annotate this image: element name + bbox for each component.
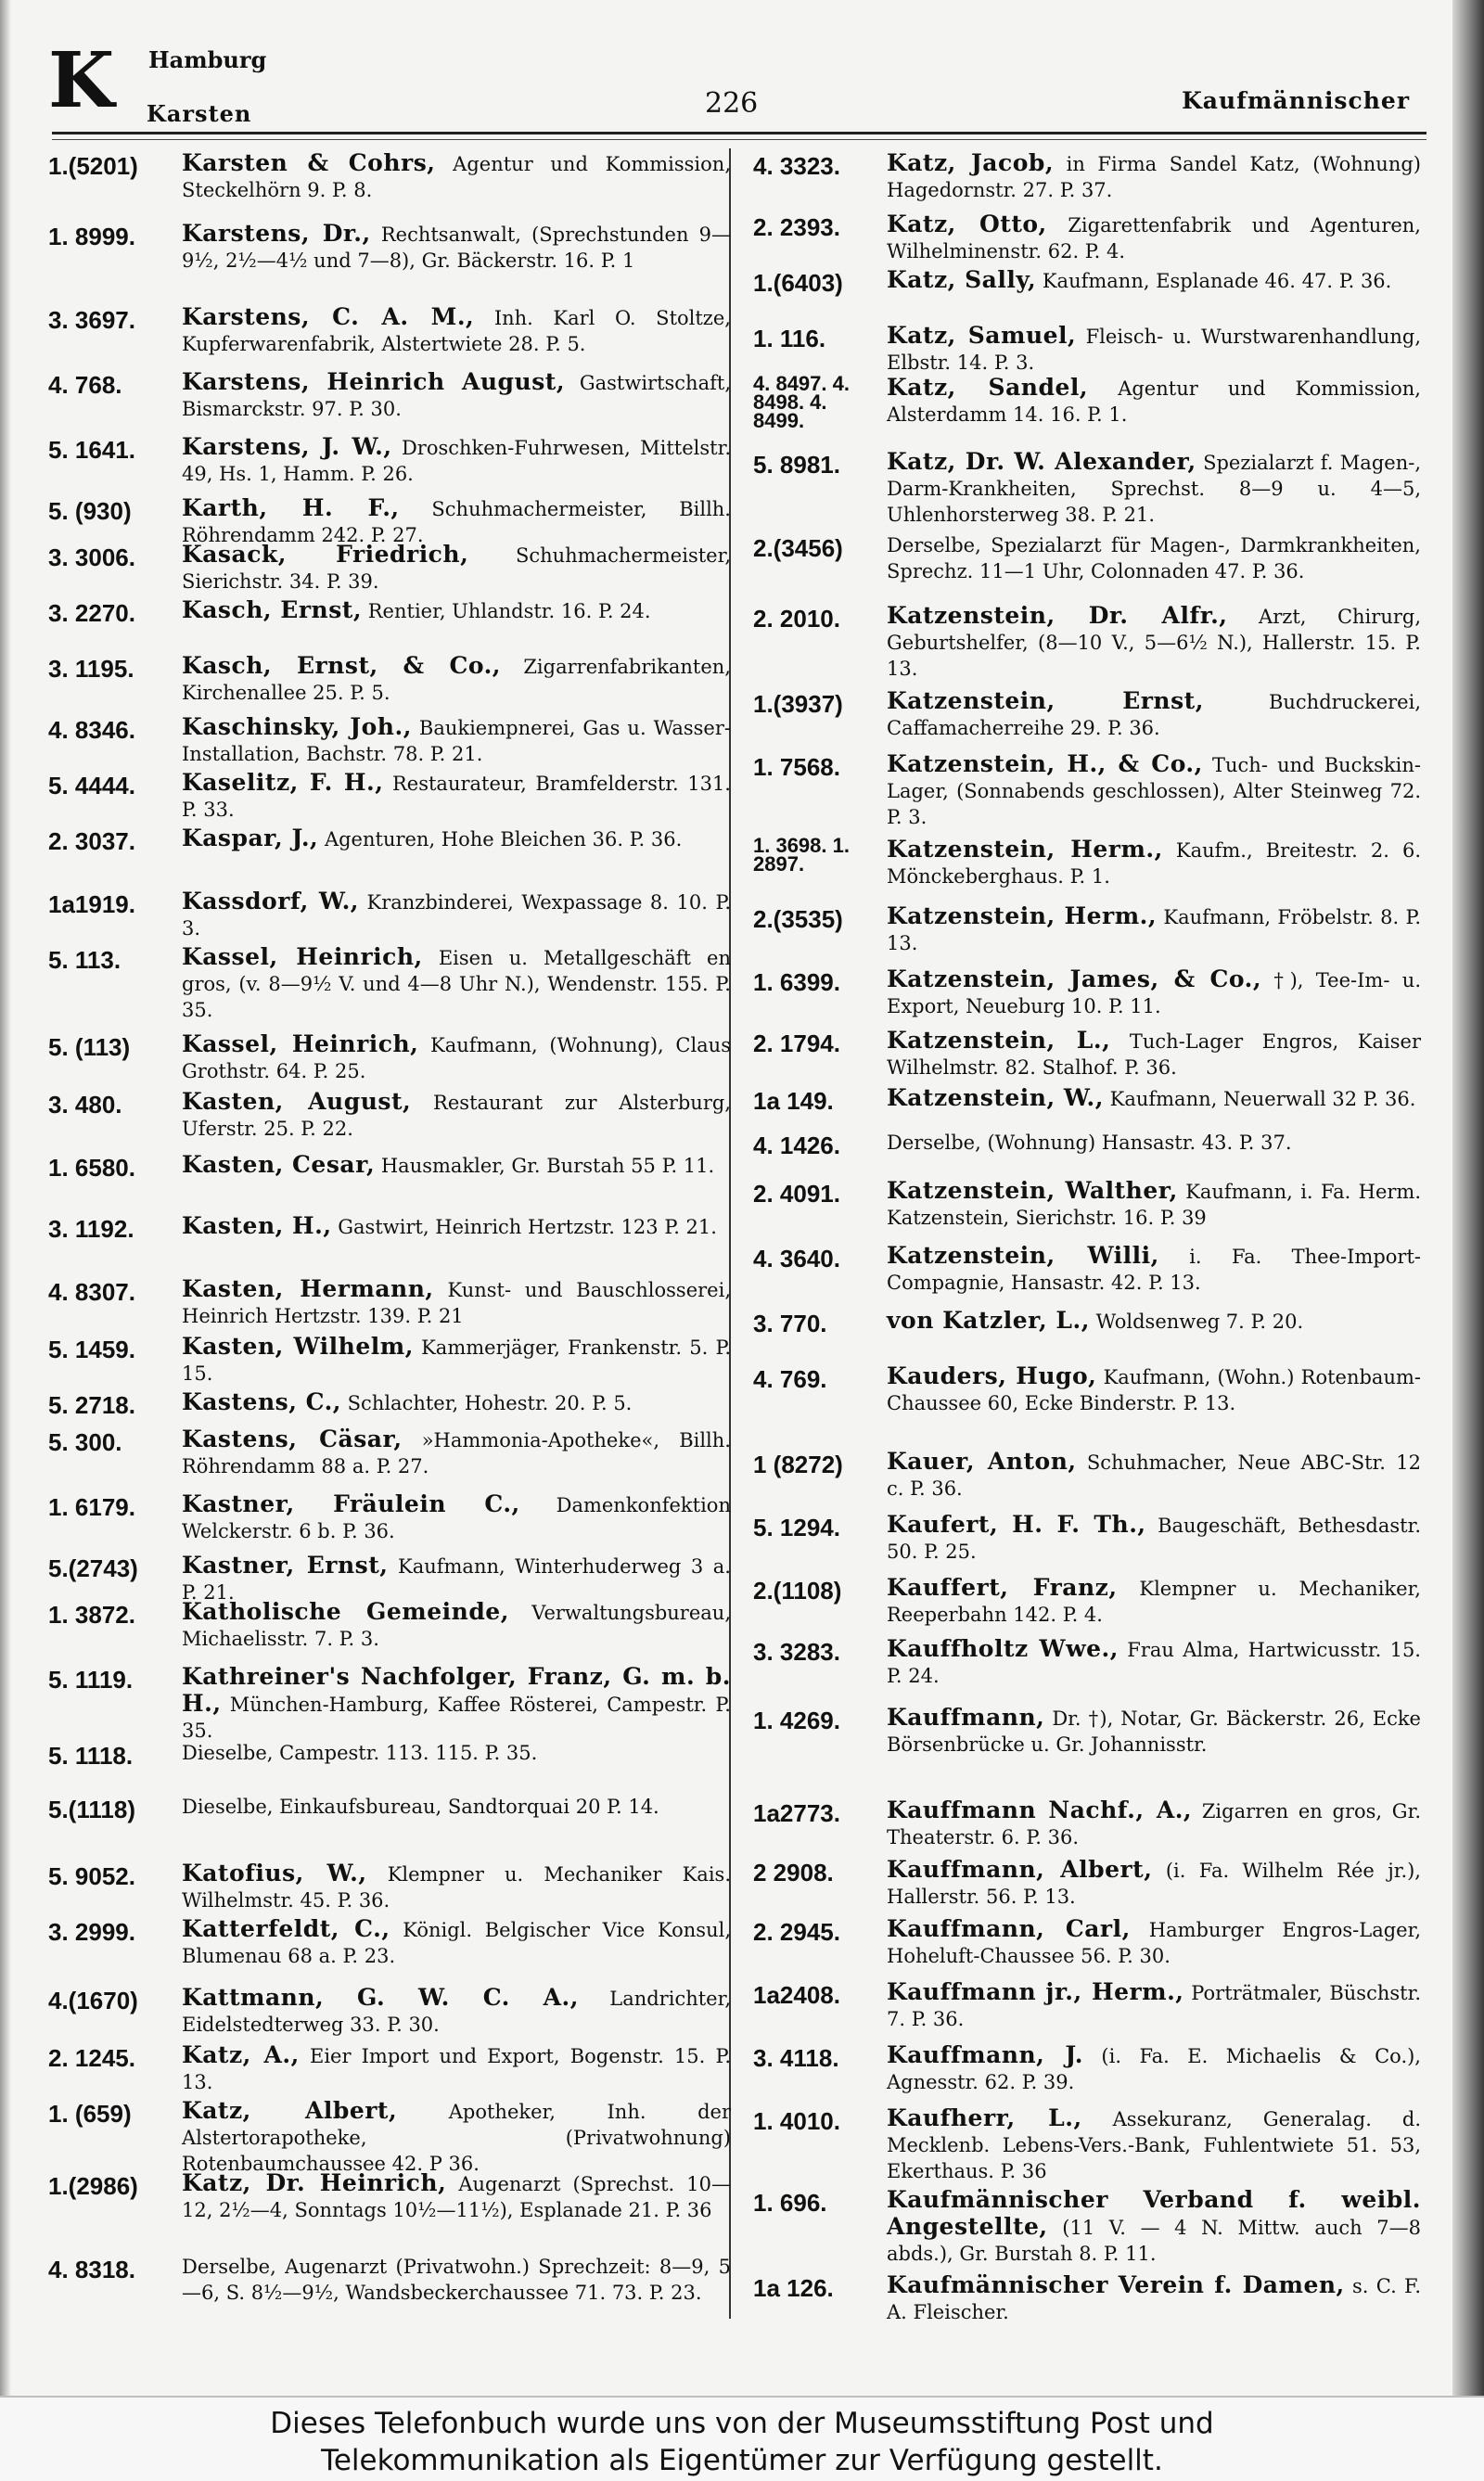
entry-details: Schuhmachermeister, Billh. Röhrendamm 242. P. 27. — [182, 498, 731, 546]
phone-number: 2. 2945. — [753, 1918, 840, 1946]
entry-details: Buchdruckerei, Caffamacherreihe 29. P. 36. — [887, 691, 1421, 739]
subscriber-name: Kauffmann, Albert, — [887, 1856, 1153, 1883]
subscriber-name: Katz, Otto, — [887, 211, 1047, 237]
phone-number: 4. 3323. — [753, 152, 840, 180]
entry-text — [887, 1636, 1421, 1689]
phone-number: 1. 3698. 1. 2897. — [753, 834, 850, 876]
entry-details: Agenturen, Hohe Bleichen 36. P. 36. — [324, 828, 683, 850]
entry-text — [887, 1178, 1421, 1231]
subscriber-name: Kauffmann jr., Herm., — [887, 1978, 1184, 2005]
subscriber-name: Kassdorf, W., — [182, 888, 359, 914]
subscriber-name: Katz, Dr. Heinrich, — [182, 2169, 447, 2196]
phone-number: 2 2908. — [753, 1859, 834, 1886]
subscriber-name: Kassel, Heinrich, — [182, 1030, 419, 1057]
entry-details: Gastwirt, Heinrich Hertzstr. 123 P. 21. — [338, 1216, 717, 1238]
entry-details: Spezialarzt f. Magen-, Darm-Krankheiten, Sprechst. 8—9 u. 4—5, Uhlenhorsterweg 38. P. 21. — [887, 452, 1421, 526]
entry-details: Eier Import und Export, Bogenstr. 15. P. 13. — [182, 2045, 731, 2093]
phone-number: 5. 1294. — [753, 1514, 840, 1541]
phone-number: 1.(6403) — [753, 269, 843, 297]
phone-number: 1a 149. — [753, 1087, 834, 1115]
subscriber-name: Katzenstein, W., — [887, 1084, 1104, 1111]
subscriber-name: Kaufert, H. F. Th., — [887, 1511, 1146, 1538]
entry-details: Hausmakler, Gr. Burstah 55 P. 11. — [380, 1155, 715, 1177]
subscriber-name: Kathreiner's Nachfolger, Franz, G. m. b. H., — [182, 1663, 731, 1717]
phone-number: 1. (659) — [48, 2100, 132, 2128]
entry-text — [182, 1213, 731, 1240]
entry-details: Kammerjäger, Frankenstr. 5. P. 15. — [182, 1336, 731, 1385]
subscriber-name: Kaufmännischer Verein f. Damen, — [887, 2271, 1345, 2298]
entry-text — [182, 434, 731, 487]
entry-details: Kaufmann, i. Fa. Herm. Katzenstein, Sierichstr. 16. P. 39 — [887, 1181, 1421, 1229]
entry-text — [182, 1491, 731, 1544]
entry-text — [887, 1575, 1421, 1628]
entry-details: Eisen u. Metallgeschäft en gros, (v. 8—9½ V. und 4—8 Uhr N.), Wendenstr. 155. P. 35. — [182, 947, 731, 1021]
entry-details: Damenkonfektion Welckerstr. 6 b. P. 36. — [182, 1494, 731, 1542]
entry-details: Frau Alma, Hartwicusstr. 15. P. 24. — [887, 1639, 1421, 1687]
entry-text — [182, 1985, 731, 2038]
subscriber-name: Kasten, H., — [182, 1212, 332, 1239]
phone-number: 5.(2743) — [48, 1554, 138, 1582]
entry-details: Apotheker, Inh. der Alstertorapotheke, (Privatwohnung) Rotenbaumchaussee 42. P 36. — [182, 2101, 731, 2175]
phone-number: 1. 696. — [753, 2189, 827, 2217]
entry-details: Porträtmaler, Büschstr. 7. P. 36. — [887, 1982, 1421, 2030]
entry-text — [887, 1916, 1421, 1969]
subscriber-name: Kauffmann, — [887, 1704, 1045, 1731]
phone-number: 4. 1426. — [753, 1132, 840, 1159]
entry-details: Dr. †), Notar, Gr. Bäckerstr. 26, Ecke Börsenbrücke u. Gr. Johannisstr. — [887, 1707, 1421, 1756]
entry-text — [182, 1916, 731, 1969]
subscriber-name: Kauffmann Nachf., A., — [887, 1797, 1193, 1823]
subscriber-name: Karth, H. F., — [182, 494, 400, 521]
subscriber-name: Katzenstein, Herm., — [887, 902, 1158, 929]
entry-details: Schuhmacher, Neue ABC-Str. 12 c. P. 36. — [887, 1452, 1421, 1500]
subscriber-name: Katholische Gemeinde, — [182, 1598, 509, 1625]
entry-details: Kunst- und Bauschlosserei, Heinrich Hertzstr. 139. P. 21 — [182, 1279, 731, 1327]
entry-details: Hamburger Engros-Lager, Hoheluft-Chaussee 56. P. 30. — [887, 1919, 1421, 1967]
entry-text — [887, 532, 1421, 584]
subscriber-name: Katz, Albert, — [182, 2097, 398, 2124]
entry-details: Kaufmann, Esplanade 46. 47. P. 36. — [1042, 270, 1392, 292]
phone-number: 5. 4444. — [48, 772, 135, 799]
phone-number: 5. 1459. — [48, 1336, 135, 1363]
phone-number: 3. 4118. — [753, 2044, 839, 2072]
entry-text — [887, 603, 1421, 682]
entry-text — [182, 1152, 731, 1179]
entry-text — [182, 2098, 731, 2177]
subscriber-name: Kasch, Ernst, — [182, 596, 363, 623]
header-rule — [52, 132, 1426, 134]
phone-number: 2.(3535) — [753, 905, 843, 933]
phone-number: 5. 300. — [48, 1428, 122, 1456]
entry-details: Fleisch- u. Wurstwarenhandlung, Elbstr. 14. P. 3. — [887, 326, 1421, 374]
phone-number: 2.(3456) — [753, 534, 843, 562]
phone-number: 2. 2010. — [753, 605, 840, 633]
entry-details: »Hammonia-Apotheke«, Billh. Röhrendamm 88 a. P. 27. — [182, 1429, 731, 1477]
phone-number: 2. 2393. — [753, 213, 840, 241]
subscriber-name: Katz, Sally, — [887, 266, 1037, 293]
phone-number: 4.(1670) — [48, 1987, 138, 2014]
phone-number: 1a2408. — [753, 1981, 840, 2009]
entry-text — [182, 770, 731, 823]
entry-text — [887, 1085, 1421, 1112]
subscriber-name: Katzenstein, Walther, — [887, 1177, 1178, 1204]
subscriber-name: Katzenstein, L., — [887, 1027, 1111, 1054]
phone-number: 3. 1195. — [48, 655, 134, 683]
subscriber-name: Kassel, Heinrich, — [182, 943, 423, 970]
entry-text — [887, 1449, 1421, 1502]
entry-text — [182, 653, 731, 706]
subscriber-name: Kastner, Ernst, — [182, 1552, 389, 1579]
phone-number: 3. 2270. — [48, 599, 135, 627]
entry-details: (11 V. — 4 N. Mittw. auch 7—8 abds.), Gr. Burstah 8. P. 11. — [887, 2217, 1422, 2265]
phone-number: 1a1919. — [48, 890, 135, 918]
subscriber-name: Katzenstein, Herm., — [887, 836, 1163, 863]
entry-text — [887, 150, 1421, 203]
subscriber-name: Kauders, Hugo, — [887, 1362, 1097, 1389]
phone-number: 5. 1119. — [48, 1666, 134, 1694]
entry-text — [887, 903, 1421, 956]
phone-number: 5. 1118. — [48, 1742, 134, 1770]
subscriber-name: Karstens, J. W., — [182, 433, 392, 460]
phone-number: 1. 116. — [753, 325, 826, 352]
entry-text — [887, 837, 1421, 889]
subscriber-name: Katz, A., — [182, 2041, 300, 2068]
entry-text — [182, 1276, 731, 1329]
entry-details: Woldsenweg 7. P. 20. — [1095, 1311, 1304, 1333]
entry-details: Dieselbe, Einkaufsbureau, Sandtorquai 20 P. 14. — [182, 1796, 659, 1818]
phone-number: 5. 2718. — [48, 1391, 135, 1419]
phone-number: 1.(2986) — [48, 2172, 138, 2200]
phone-number: 4. 8346. — [48, 716, 135, 744]
entry-details: Schuhmachermeister, Sierichstr. 34. P. 39. — [182, 544, 731, 593]
phone-number: 4. 8318. — [48, 2256, 135, 2283]
entry-text — [182, 2170, 731, 2223]
entry-text — [887, 751, 1421, 830]
entry-text — [887, 1512, 1421, 1565]
entry-details: Landrichter, Eidelstedterweg 33. P. 30. — [182, 1988, 731, 2036]
subscriber-name: Karsten & Cohrs, — [182, 149, 436, 176]
phone-number: 5. (113) — [48, 1033, 131, 1061]
subscriber-name: Kaschinsky, Joh., — [182, 713, 412, 740]
subscriber-name: Katterfeldt, C., — [182, 1915, 390, 1942]
subscriber-name: Katz, Dr. W. Alexander, — [887, 448, 1196, 475]
footer-line-1: Dieses Telefonbuch wurde uns von der Museumsstiftung Post und — [270, 2407, 1214, 2440]
entry-text — [182, 2254, 731, 2306]
entry-text — [887, 1308, 1421, 1335]
entry-details: i. Fa. Thee-Import-Compagnie, Hansastr. 42. P. 13. — [887, 1246, 1421, 1294]
entry-details: Kranzbinderei, Wexpassage 8. 10. P. 3. — [182, 891, 731, 940]
page-number: 226 — [705, 87, 759, 120]
entry-text — [182, 221, 731, 274]
entry-details: Tuch-Lager Engros, Kaiser Wilhelmstr. 82. Stalhof. P. 36. — [887, 1030, 1421, 1079]
entry-details: Kaufm., Breitestr. 2. 6. Mönckeberghaus. P. 1. — [887, 839, 1421, 888]
entry-text — [182, 1599, 731, 1652]
entry-text — [887, 2272, 1421, 2325]
phone-number: 5. 8981. — [753, 451, 840, 479]
entry-text — [182, 889, 731, 941]
phone-number: 4. 3640. — [753, 1245, 840, 1272]
entry-text — [887, 688, 1421, 741]
entry-text — [182, 369, 731, 422]
subscriber-name: Katzenstein, Willi, — [887, 1242, 1159, 1269]
entry-text — [182, 825, 731, 852]
entry-text — [887, 2187, 1421, 2267]
footer-banner — [0, 2396, 1484, 2481]
entry-details: Baukiempnerei, Gas u. Wasser-Installation, Bachstr. 78. P. 21. — [182, 717, 731, 765]
entry-text — [887, 1979, 1421, 2032]
entry-text — [182, 1089, 731, 1142]
subscriber-name: Kauer, Anton, — [887, 1448, 1077, 1475]
subscriber-name: Kasack, Friedrich, — [182, 541, 469, 568]
phone-number: 2. 1794. — [753, 1029, 840, 1057]
phone-number: 1. 3872. — [48, 1601, 135, 1629]
phone-number: 1. 6179. — [48, 1493, 135, 1521]
subscriber-name: Katzenstein, Ernst, — [887, 687, 1204, 714]
phone-number: 3. 2999. — [48, 1918, 135, 1946]
entry-details: Baugeschäft, Bethesdastr. 50. P. 25. — [887, 1515, 1421, 1563]
entry-details: (i. Fa. Wilhelm Rée jr.), Hallerstr. 56. P. 13. — [887, 1860, 1421, 1908]
entry-details: Königl. Belgischer Vice Konsul, Blumenau 68 a. P. 23. — [182, 1919, 731, 1967]
entry-text — [182, 150, 731, 203]
entry-details: Arzt, Chirurg, Geburtshelfer, (8—10 V., 5—6½ N.), Hallerstr. 15. P. 13. — [887, 606, 1421, 680]
phone-number: 1. 6399. — [753, 968, 840, 996]
phone-number: 3. 3283. — [753, 1638, 840, 1666]
entry-text — [182, 944, 731, 1023]
entry-text — [887, 323, 1421, 376]
phone-number: 1.(3937) — [753, 690, 843, 718]
entry-details: Derselbe, (Wohnung) Hansastr. 43. P. 37. — [887, 1132, 1292, 1154]
entry-details: Kaufmann, Neuerwall 32 P. 36. — [1109, 1088, 1416, 1110]
entry-details: Inh. Karl O. Stoltze, Kupferwarenfabrik, Alstertwiete 28. P. 5. — [182, 307, 731, 355]
header-right-heading: Kaufmännischer — [1182, 87, 1410, 114]
phone-number: 3. 1192. — [48, 1215, 134, 1243]
subscriber-name: Katofius, W., — [182, 1860, 367, 1886]
subscriber-name: Kauffmann, J. — [887, 2041, 1083, 2068]
subscriber-name: Katz, Samuel, — [887, 322, 1077, 349]
subscriber-name: Kastens, C., — [182, 1388, 341, 1415]
phone-number: 1. 8999. — [48, 223, 135, 250]
subscriber-name: Kasten, Hermann, — [182, 1275, 434, 1302]
phone-number: 1a 126. — [753, 2274, 834, 2302]
phone-number: 2.(1108) — [753, 1577, 842, 1605]
subscriber-name: Karstens, C. A. M., — [182, 303, 475, 330]
entry-details: Droschken-Fuhrwesen, Mittelstr. 49, Hs. 1, Hamm. P. 26. — [182, 437, 731, 485]
phone-number: 3. 770. — [753, 1310, 827, 1337]
entry-text — [887, 1797, 1421, 1850]
entry-text — [182, 1861, 731, 1913]
subscriber-name: Kasch, Ernst, & Co., — [182, 652, 502, 679]
phone-number: 3. 480. — [48, 1091, 122, 1119]
subscriber-name: Katzenstein, James, & Co., — [887, 966, 1262, 992]
subscriber-name: Kasten, Cesar, — [182, 1151, 376, 1178]
phone-number: 4. 769. — [753, 1365, 827, 1393]
entry-text — [182, 304, 731, 357]
entry-details: Klempner u. Mechaniker Kais. Wilhelmstr. 45. P. 36. — [182, 1863, 731, 1912]
phone-number: 1. 6580. — [48, 1154, 135, 1182]
subscriber-name: Katzenstein, Dr. Alfr., — [887, 602, 1228, 629]
subscriber-name: Katz, Sandel, — [887, 374, 1089, 401]
entry-details: Kaufmann, Fröbelstr. 8. P. 13. — [887, 906, 1421, 954]
entry-details: s. C. F. A. Fleischer. — [887, 2275, 1421, 2323]
section-letter: K — [48, 36, 115, 125]
entry-text — [182, 1664, 731, 1744]
entry-details: Dieselbe, Campestr. 113. 115. P. 35. — [182, 1742, 538, 1764]
subscriber-name: Kaufherr, L., — [887, 2104, 1082, 2131]
subscriber-name: Karstens, Heinrich August, — [182, 368, 566, 395]
entry-text — [182, 1389, 731, 1416]
phone-number: 3. 3697. — [48, 306, 135, 334]
phone-number: 2. 4091. — [753, 1180, 840, 1208]
entry-text — [182, 1426, 731, 1479]
entry-details: Tuch- und Buckskin-Lager, (Sonnabends geschlossen), Alter Steinweg 72. P. 3. — [887, 754, 1421, 828]
entry-details: in Firma Sandel Katz, (Wohnung) Hagedornstr. 27. P. 37. — [887, 153, 1421, 201]
entry-details: Derselbe, Augenarzt (Privatwohn.) Sprechzeit: 8—9, 5—6, S. 8½—9½, Wandsbeckerchaussee 71. 73. P. 23. — [182, 2256, 731, 2304]
entry-details: Klempner u. Mechaniker, Reeperbahn 142. P. 4. — [887, 1578, 1421, 1626]
entry-text — [182, 542, 731, 595]
phone-number: 1. 4269. — [753, 1707, 840, 1734]
phone-number: 1. 4010. — [753, 2107, 840, 2135]
entry-details: Rentier, Uhlandstr. 16. P. 24. — [367, 600, 651, 622]
subscriber-name: Kaufmännischer Verband f. weibl. Angestellte, — [887, 2186, 1421, 2240]
entry-details: Zigarettenfabrik und Agenturen, Wilhelminenstr. 62. P. 4. — [887, 214, 1421, 262]
entry-text — [182, 714, 731, 767]
entry-text — [182, 1794, 731, 1820]
phone-number: 3. 3006. — [48, 544, 135, 571]
entry-text — [887, 211, 1421, 264]
subscriber-name: Kauffert, Franz, — [887, 1574, 1118, 1601]
subscriber-name: Kastner, Fräulein C., — [182, 1490, 520, 1517]
entry-details: Augenarzt (Sprechst. 10—12, 2½—4, Sonntags 10½—11½), Esplanade 21. P. 36 — [182, 2173, 731, 2221]
entry-details: Restaurateur, Bramfelderstr. 131. P. 33. — [182, 773, 731, 821]
entry-text — [182, 1031, 731, 1084]
entry-details: Derselbe, Spezialarzt für Magen-, Darmkrankheiten, Sprechz. 11—1 Uhr, Colonnaden 47. P. 36. — [887, 534, 1421, 582]
subscriber-name: Kattmann, G. W. C. A., — [182, 1984, 579, 2011]
entry-details: Zigarren en gros, Gr. Theaterstr. 6. P. 36. — [887, 1800, 1421, 1848]
footer-line-2: Telekommunikation als Eigentümer zur Verfügung gestellt. — [321, 2444, 1163, 2477]
entry-details: Gastwirtschaft, Bismarckstr. 97. P. 30. — [182, 372, 731, 420]
phone-number: 1.(5201) — [48, 152, 138, 180]
header-rule-thin — [52, 139, 1426, 140]
entry-text — [887, 2042, 1421, 2095]
subscriber-name: Kasten, August, — [182, 1088, 412, 1115]
entry-details: (i. Fa. E. Michaelis & Co.), Agnesstr. 62. P. 39. — [887, 2045, 1421, 2093]
entry-text — [182, 1740, 731, 1766]
entry-text — [887, 1363, 1421, 1416]
phone-number: 5. 9052. — [48, 1862, 135, 1890]
subscriber-name: Kaselitz, F. H., — [182, 769, 384, 796]
phone-number: 4. 8497. 4. 8498. 4. 8499. — [753, 372, 850, 432]
phone-number: 1. 7568. — [753, 753, 840, 781]
entry-text — [887, 1130, 1421, 1156]
entry-details: Kaufmann, (Wohn.) Rotenbaum-Chaussee 60, Ecke Binderstr. P. 13. — [887, 1366, 1421, 1414]
subscriber-name: Katzenstein, H., & Co., — [887, 750, 1203, 777]
entry-text — [887, 1705, 1421, 1758]
phone-number: 2. 3037. — [48, 827, 135, 855]
subscriber-name: Katz, Jacob, — [887, 149, 1055, 176]
entry-text — [887, 267, 1421, 294]
subscriber-name: Kaspar, J., — [182, 825, 319, 851]
entry-text — [182, 597, 731, 624]
phone-number: 4. 8307. — [48, 1278, 135, 1306]
subscriber-name: Kastens, Cäsar, — [182, 1426, 403, 1452]
entry-details: Assekuranz, Generalag. d. Mecklenb. Lebens-Vers.-Bank, Fuhlentwiete 51. 53, Ekerthaus. P. 36 — [887, 2108, 1421, 2182]
entry-text — [182, 1334, 731, 1387]
page-left-edge — [0, 0, 11, 2396]
phone-number: 5.(1118) — [48, 1796, 135, 1823]
entry-text — [182, 2042, 731, 2095]
header-city: Hamburg — [148, 46, 267, 73]
entry-details: Schlachter, Hohestr. 20. P. 5. — [347, 1392, 633, 1414]
phone-number: 1 (8272) — [753, 1451, 843, 1478]
entry-text — [887, 1243, 1421, 1296]
header-range: Karsten — [147, 100, 252, 127]
entry-details: †), Tee-Im- u. Export, Neueburg 10. P. 11. — [887, 969, 1421, 1017]
phone-number: 5. (930) — [48, 497, 132, 525]
subscriber-name: Karstens, Dr., — [182, 220, 371, 247]
entry-details: Kaufmann, Winterhuderweg 3 a. P. 21. — [182, 1555, 731, 1604]
entry-text — [887, 1028, 1421, 1081]
entry-details: Rechtsanwalt, (Sprechstunden 9—9½, 2½—4½ und 7—8), Gr. Bäckerstr. 16. P. 1 — [182, 224, 731, 272]
entry-details: München-Hamburg, Kaffee Rösterei, Campestr. P. 35. — [182, 1694, 731, 1742]
entry-details: Verwaltungsbureau, Michaelisstr. 7. P. 3. — [182, 1602, 731, 1650]
entry-text — [887, 2105, 1421, 2184]
entry-details: Agentur und Kommission, Alsterdamm 14. 16. P. 1. — [887, 377, 1421, 426]
phone-number: 1a2773. — [753, 1799, 840, 1827]
subscriber-name: von Katzler, L., — [887, 1307, 1090, 1334]
entry-text — [887, 1857, 1421, 1910]
entry-details: Restaurant zur Alsterburg, Uferstr. 25. P. 22. — [182, 1092, 731, 1140]
entry-details: Kaufmann, (Wohnung), Claus Grothstr. 64. P. 25. — [182, 1034, 731, 1082]
entry-text — [887, 449, 1421, 528]
entry-details: Zigarrenfabrikanten, Kirchenallee 25. P. 5. — [182, 656, 731, 704]
phone-number: 2. 1245. — [48, 2044, 135, 2072]
subscriber-name: Kasten, Wilhelm, — [182, 1333, 414, 1360]
phone-number: 4. 768. — [48, 371, 122, 399]
phone-number: 5. 1641. — [48, 436, 135, 464]
subscriber-name: Kauffmann, Carl, — [887, 1915, 1131, 1942]
subscriber-name: Kauffholtz Wwe., — [887, 1635, 1119, 1662]
phone-number: 5. 113. — [48, 946, 122, 974]
entry-text — [887, 375, 1421, 428]
entry-details: Agentur und Kommission, Steckelhörn 9. P. 8. — [182, 153, 731, 201]
entry-text — [887, 966, 1421, 1019]
